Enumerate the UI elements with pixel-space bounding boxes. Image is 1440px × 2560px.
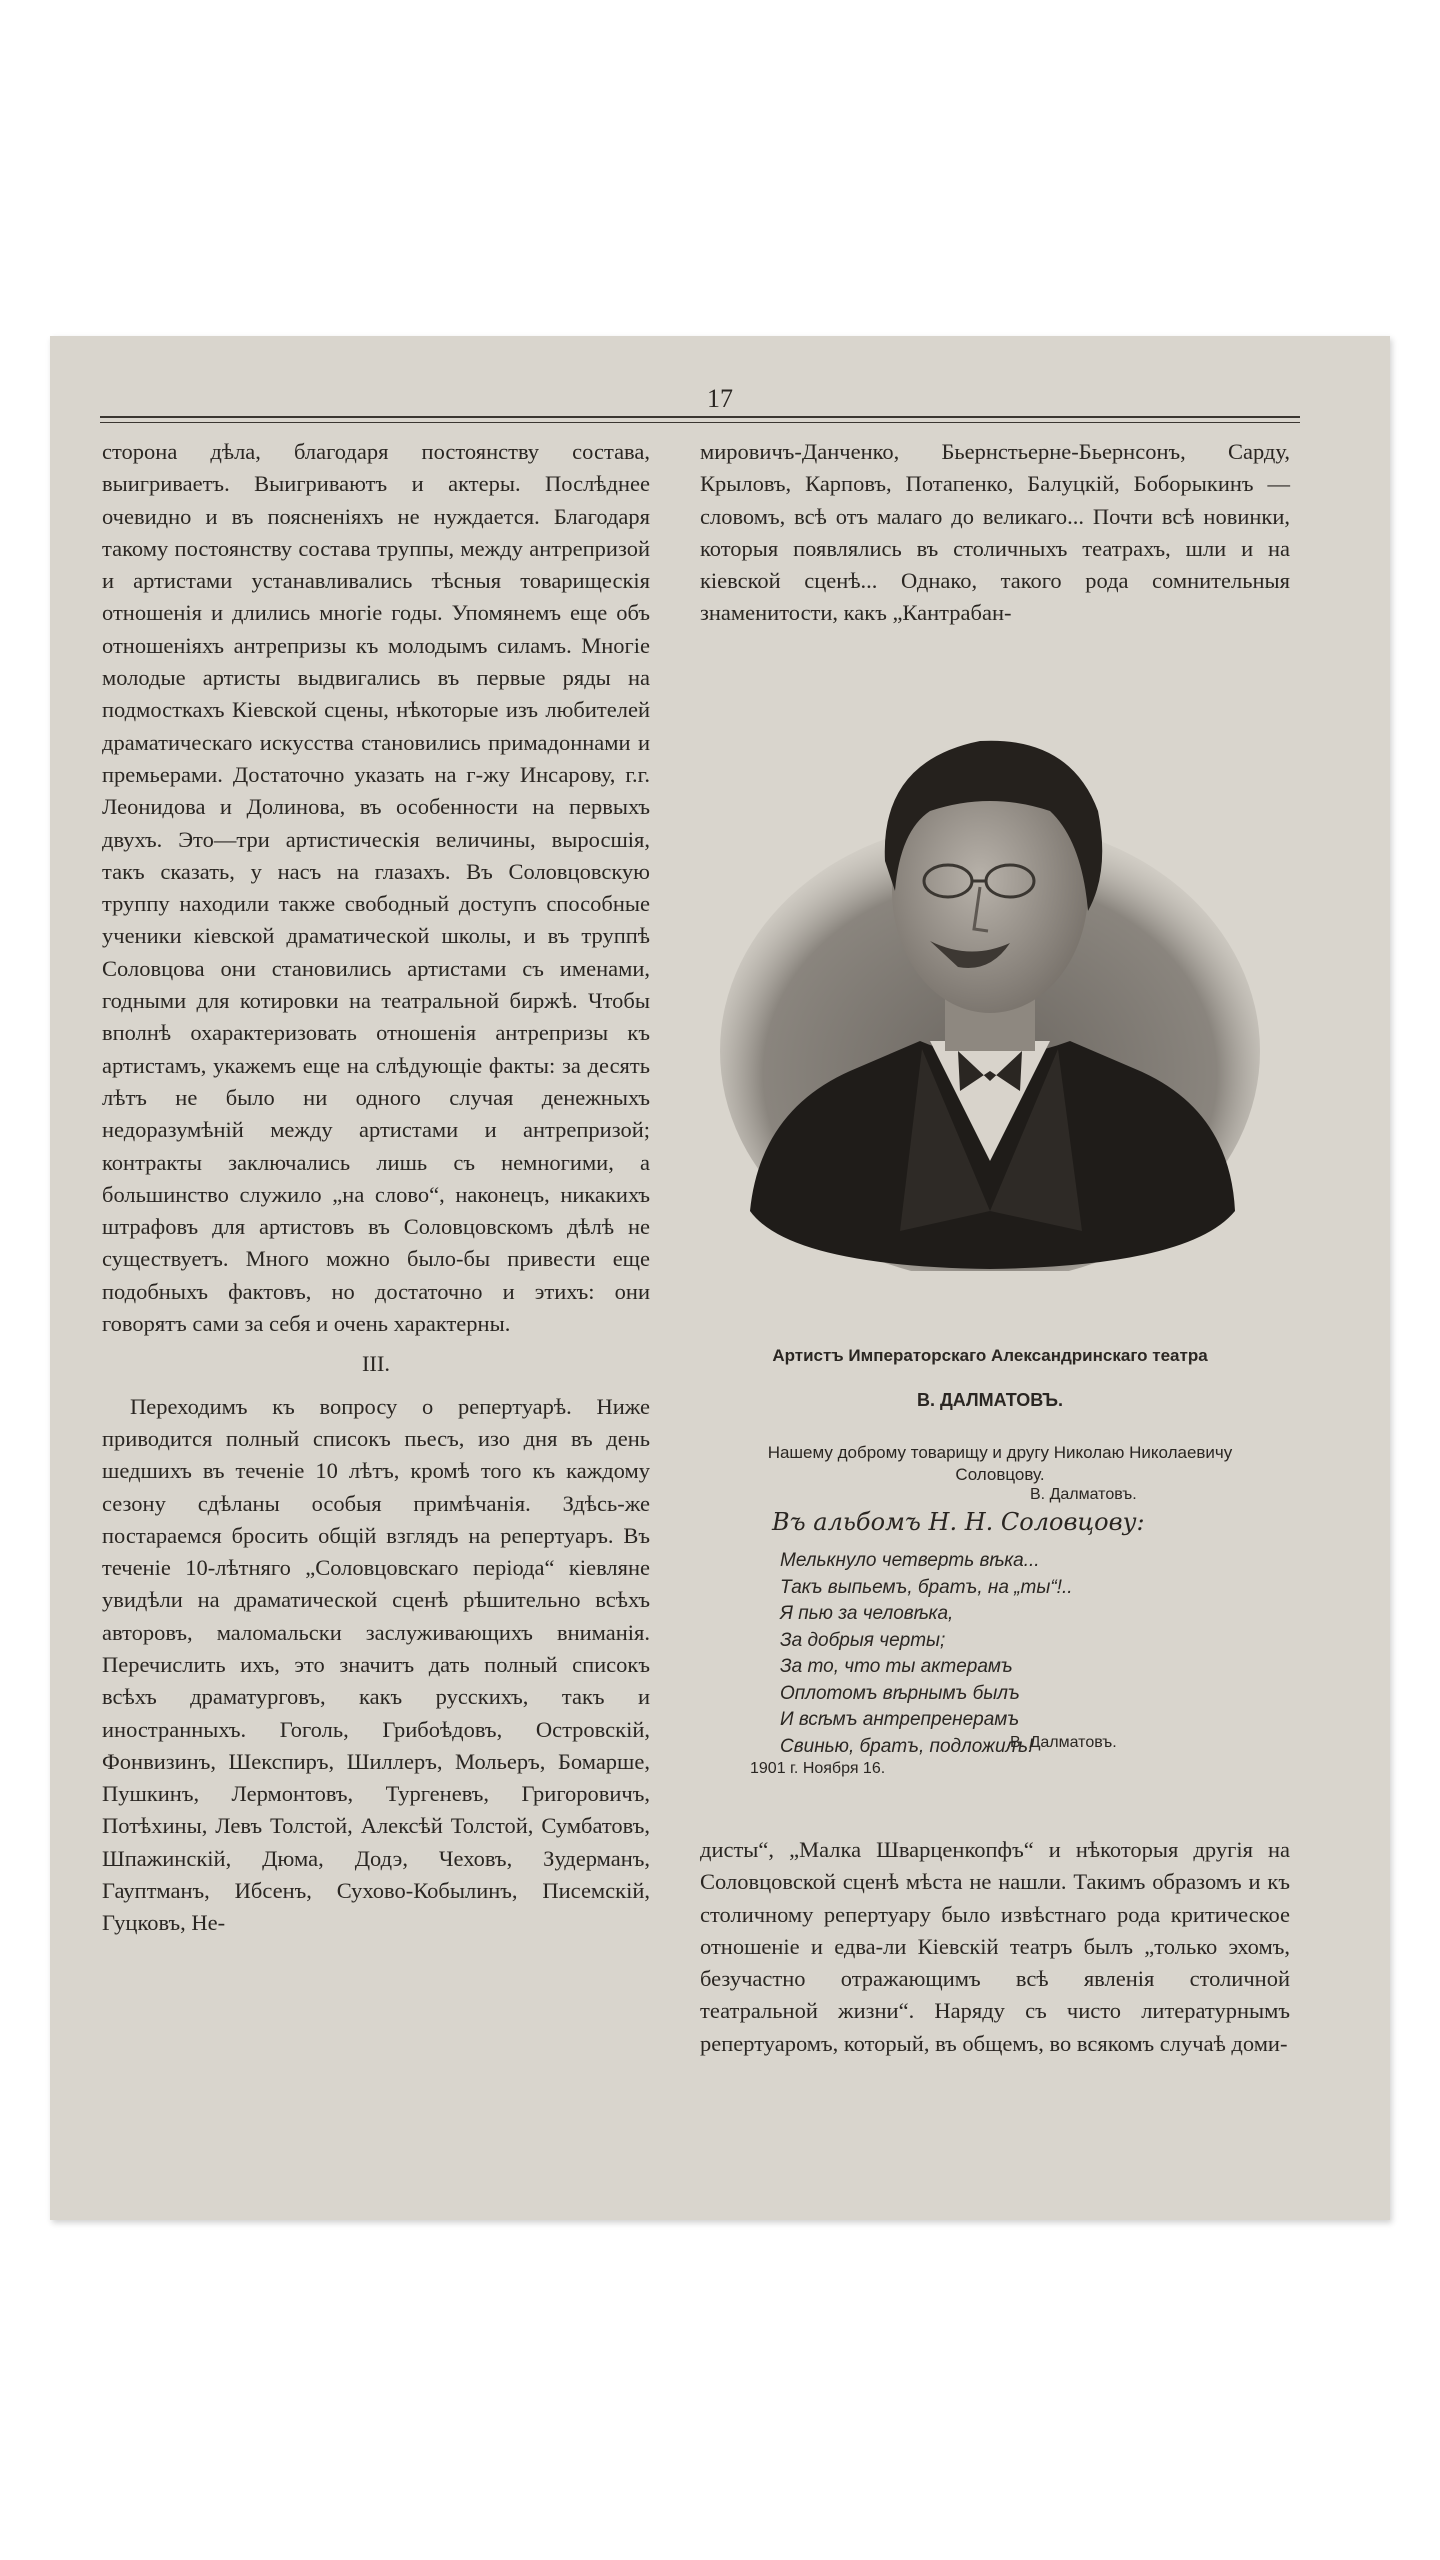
poem-line: Я пью за человѣка, [780,1603,954,1624]
poem-line: Такъ выпьемъ, братъ, на „ты“!.. [780,1576,1073,1598]
dedication-text: Нашему доброму товарищу и другу Николаю Николаевичу Соловцову. [767,1443,1233,1484]
page-number: 17 [707,384,733,413]
right-column-top [700,436,1290,630]
right-paragraph-top: мировичъ-Данченко, Бьернстьерне-Бьернсонъ, Сарду, Крыловъ, Карповъ, Потапенко, Балуцкій, Боборыкинъ — словомъ, всѣ отъ малаго до великаго... Почти всѣ новинки, которыя появлялись въ столичныхъ театрахъ, шли и на кіевской сценѣ... Однако, такого рода сомнительныя знаменитости, какъ „Кантрабан- [700,439,1290,626]
left-paragraph-2: Переходимъ къ вопросу о репертуарѣ. Ниже приводится полный списокъ пьесъ, изо дня въ день шедшихъ въ теченіе 10 лѣтъ, кромѣ того къ каждому сезону сдѣланы особыя примѣчанія. Здѣсь-же постараемся бросить общій взглядъ на репертуаръ. Въ теченіе 10-лѣтняго „Соловцовскаго періода“ кіевляне увидѣли на драматической сценѣ рѣшительно всѣхъ авторовъ, маломальски заслуживающихъ вниманія. Перечислить ихъ, это значитъ дать полный списокъ всѣхъ драматурговъ, какъ русскихъ, такъ и иностранныхъ. Гоголь, Грибоѣдовъ, Островскій, Фонвизинъ, Шекспиръ, Шиллеръ, Мольеръ, Бомарше, Пушкинъ, Лермонтовъ, Тургеневъ, Григоровичъ, Потѣхины, Левъ Толстой, Алексѣй Толстой, Сумбатовъ, Шпажинскій, Дюма, Додэ, Чеховъ, Зудерманъ, Гауптманъ, Ибсенъ, Сухово-Кобылинъ, Писемскій, Гуцковъ, Не- [102,1393,650,1936]
poem-line: И всѣмъ антрепренерамъ [780,1709,1020,1730]
right-paragraph-bottom: дисты“, „Малка Шварценкопфъ“ и нѣкоторыя другія на Соловцовской сценѣ мѣста не нашли. Такимъ образомъ и къ столичному репертуару было извѣстнаго рода критическое отношеніе и едва-ли Кіевскій театръ былъ „только эхомъ, безучастно отражающимъ всѣ явленія столичной театральной жизни“. Наряду съ чисто литературнымъ репертуаромъ, который, въ общемъ, во всякомъ случаѣ доми- [700,1837,1290,2056]
poem-line: Оплотомъ вѣрнымъ былъ [780,1682,1020,1704]
left-column [102,436,650,1940]
journal-page [50,336,1390,2220]
poem [780,1548,1073,1760]
portrait-name: В. ДАЛМАТОВЪ. [916,1390,1064,1410]
poem-line: Свинью, братъ, подложилъ! [780,1735,1034,1757]
section-heading: III. [361,1351,391,1377]
poem-line: За то, что ты актерамъ [780,1656,1013,1677]
dedication-signature: В. Далматовъ. [1030,1486,1137,1503]
poem-signature: В. Далматовъ. [1010,1734,1117,1751]
portrait-caption: Артистъ Императорскаго Александринскаго театра [772,1346,1208,1365]
left-paragraph-1: сторона дѣла, благодаря постоянству состава, выигриваетъ. Выигриваютъ и актеры. Послѣднее очевидно и въ поясненіяхъ не нуждается. Благодаря такому постоянству состава труппы, между антрепризой и артистами устанавливались тѣсныя товарищескія отношенія и длились многіе годы. Упомянемъ еще объ отношеніяхъ антрепризы къ молодымъ силамъ. Многіе молодые артисты выдвигались въ первые ряды на подмосткахъ Кіевской сцены, нѣкоторые изъ любителей драматическаго искусства становились примадоннами и премьерами. Достаточно указать на г-жу Инсарову, г.г. Леонидова и Долинова, въ особенности на первыхъ двухъ. Это—три артистическія величины, выросшія, такъ сказать, у насъ на глазахъ. Въ Соловцовскую труппу находили также свободный доступъ способные ученики кіевской драматической школы, и въ труппѣ Соловцова они становились артистами съ именами, годными для котировки на театральной биржѣ. Чтобы вполнѣ охарактеризовать отношенія антрепризы къ артистамъ, укажемъ еще на слѣдующіе факты: за десять лѣтъ не было ни одного случая денежныхъ недоразумѣній между артистами и антрепризой; контракты заключались лишь съ немногими, а большинство служило „на слово“, наконецъ, никакихъ штрафовъ для артистовъ въ Соловцовскомъ дѣлѣ не существуетъ. Много можно было-бы привести еще подобныхъ фактовъ, но достаточно и этихъ: они говорятъ сами за себя и очень характерны. [102,439,650,1337]
right-column-bottom [700,1834,1290,2060]
header-rule-thin [100,422,1300,423]
header-rule [100,416,1300,418]
album-heading: Въ альбомъ Н. Н. Соловцову: [772,1508,1145,1536]
poem-line: Мелькнуло четверть вѣка... [780,1550,1040,1571]
poem-date: 1901 г. Ноября 16. [750,1760,886,1777]
portrait-photo [690,691,1290,1271]
poem-line: За добрыя черты; [780,1629,946,1651]
